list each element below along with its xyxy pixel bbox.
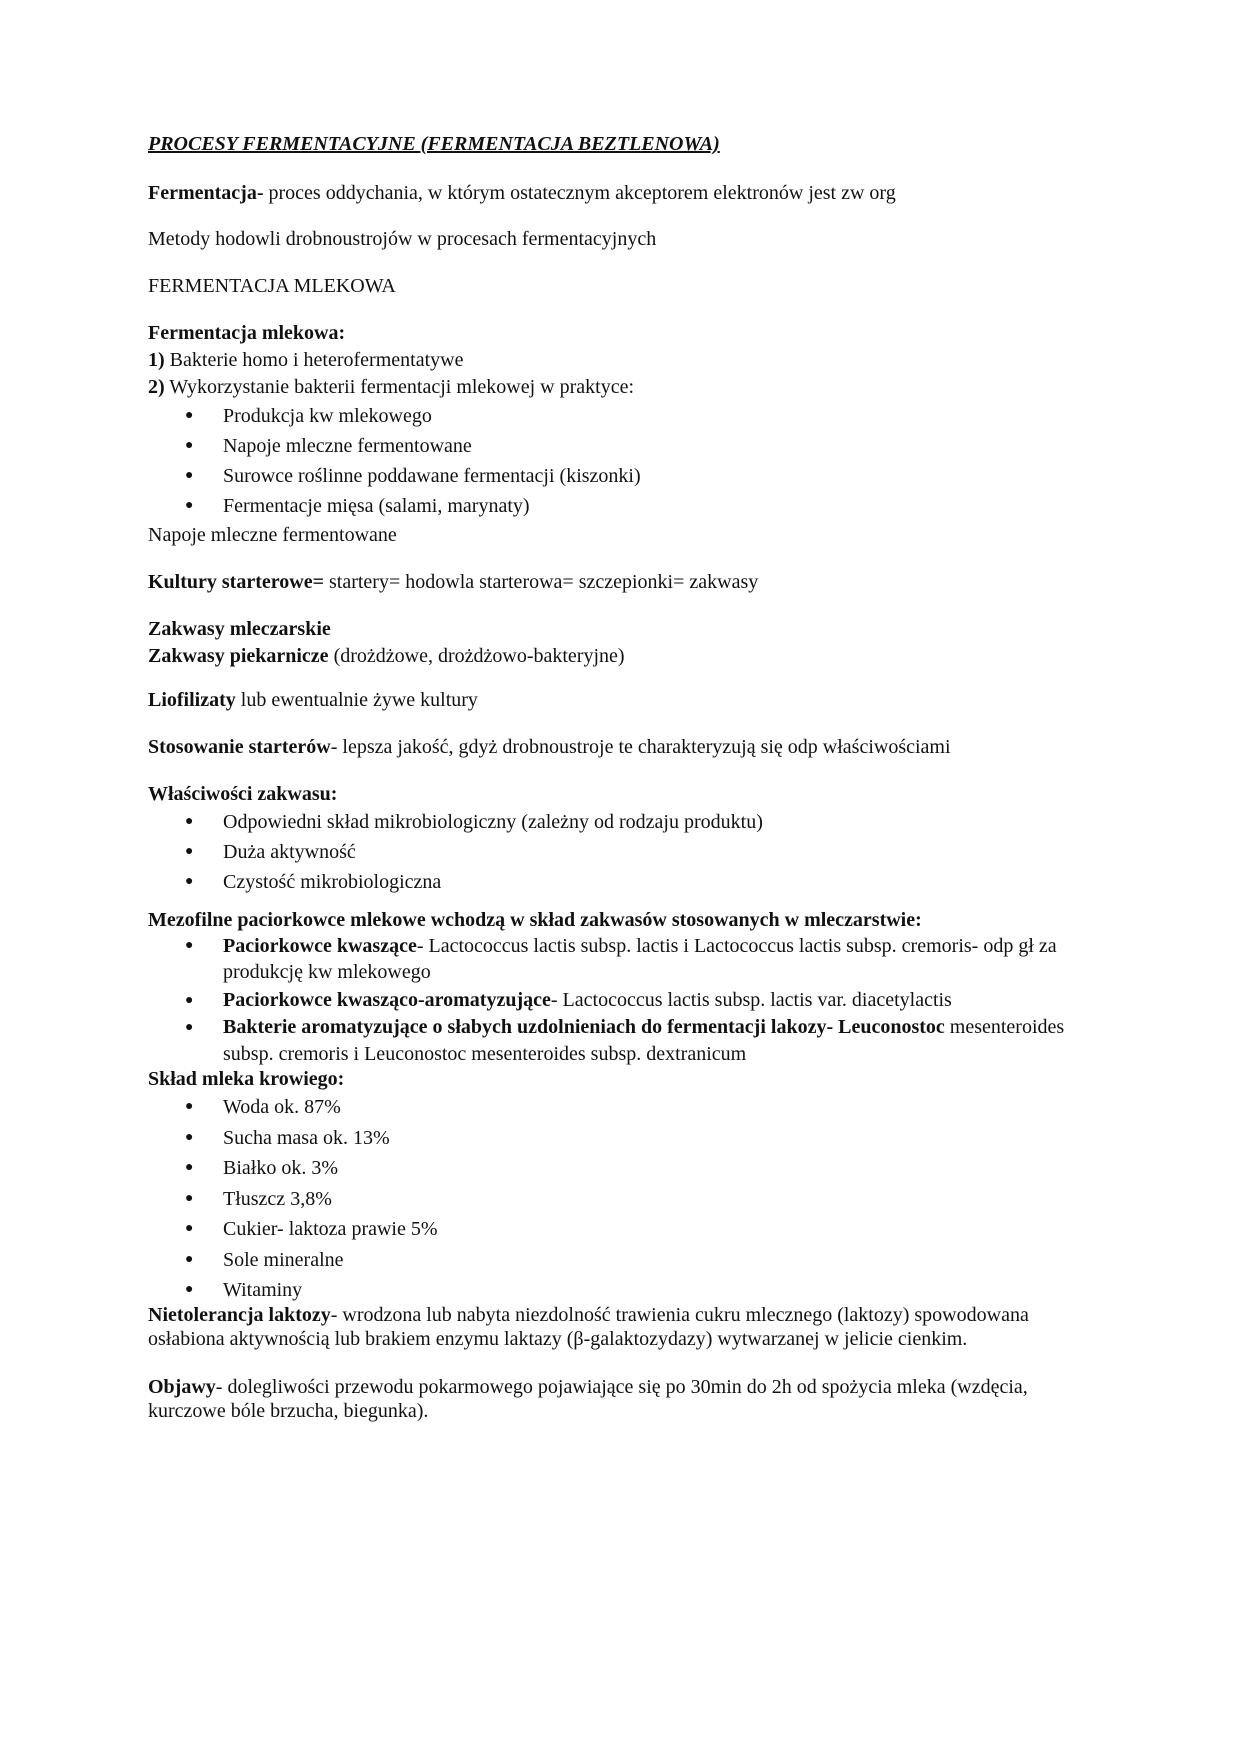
sklad-list bbox=[148, 1092, 1098, 1306]
term-liofilizaty: Liofilizaty bbox=[148, 689, 236, 711]
bullet-text: mesenteroides subsp. cremoris i Leuconostoc mesenteroides subsp. dextranicum bbox=[223, 1016, 1065, 1065]
list-item: ● Woda ok. 87% bbox=[148, 1092, 1098, 1123]
sklad-section bbox=[148, 1066, 1098, 1306]
list-item bbox=[148, 987, 1098, 1014]
list-item: ● Duża aktywność bbox=[148, 837, 1098, 867]
term-piekarnicze: Zakwasy piekarnicze bbox=[148, 645, 329, 667]
item-number: 1) bbox=[148, 349, 165, 371]
nietolerancja-paragraph bbox=[148, 1303, 1088, 1351]
wlasciwosci-section bbox=[148, 781, 1098, 897]
liofilizaty-paragraph bbox=[148, 687, 1098, 713]
list-item: ● Produkcja kw mlekowego bbox=[148, 401, 1098, 431]
stosowanie-text: - lepsza jakość, gdyż drobnoustroje te charakteryzują się odp właściwościami bbox=[330, 736, 951, 758]
bullet-text: - Lactococcus lactis subsp. lactis var. diacetylactis bbox=[550, 989, 952, 1011]
section-heading-mlekowa: FERMENTACJA MLEKOWA bbox=[148, 275, 396, 297]
napoje-paragraph: Napoje mleczne fermentowane bbox=[148, 524, 397, 546]
piekarnicze-text: (drożdżowe, drożdżowo-bakteryjne) bbox=[328, 645, 625, 667]
objawy-paragraph bbox=[148, 1375, 1088, 1423]
list-item: ● Napoje mleczne fermentowane bbox=[148, 431, 1098, 461]
fermentacja-text: proces oddychania, w którym ostatecznym akceptorem elektronów jest zw org bbox=[263, 182, 896, 204]
term-nietolerancja: Nietolerancja laktozy bbox=[148, 1304, 331, 1326]
list-item: ● Białko ok. 3% bbox=[148, 1153, 1098, 1184]
objawy-text: - dolegliwości przewodu pokarmowego pojawiające się po 30min do 2h od spożycia mleka (wzdęcia, kurczowe bóle brzucha, biegunka). bbox=[148, 1376, 1028, 1422]
term-objawy: Objawy bbox=[148, 1376, 216, 1398]
wlasciwosci-heading: Właściwości zakwasu: bbox=[148, 783, 338, 805]
bullet-text: - Lactococcus lactis subsp. lactis i Lactococcus lactis subsp. cremoris- odp gł za produkcję kw mlekowego bbox=[223, 935, 1057, 983]
kultury-text: startery= hodowla starterowa= szczepionki= zakwasy bbox=[324, 571, 759, 593]
fermentacja-definition bbox=[148, 180, 1098, 206]
term-stosowanie: Stosowanie starterów bbox=[148, 736, 331, 758]
bullet-term: Paciorkowce kwaszące bbox=[223, 935, 417, 957]
sklad-heading: Skład mleka krowiego: bbox=[148, 1068, 345, 1090]
mlekowa-item-1 bbox=[148, 347, 1098, 374]
term-kultury: Kultury starterowe= bbox=[148, 571, 324, 593]
mezofilne-list bbox=[148, 933, 1098, 1068]
nietolerancja-text: - wrodzona lub nabyta niezdolność trawienia cukru mlecznego (laktozy) spowodowana osłabiona aktywnością lub brakiem enzymu laktazy (β-galaktozydazy) wytwarzanej w jelicie cienkim. bbox=[148, 1304, 1029, 1350]
liofilizaty-text: lub ewentualnie żywe kultury bbox=[235, 689, 478, 711]
zakwasy-mleczarskie: Zakwasy mleczarskie bbox=[148, 618, 331, 640]
document-title: PROCESY FERMENTACYJNE (FERMENTACJA BEZTLENOWA) bbox=[148, 133, 720, 155]
wlasciwosci-list bbox=[148, 807, 1098, 897]
list-item bbox=[148, 1014, 1098, 1068]
stosowanie-paragraph bbox=[148, 734, 1098, 760]
list-item: ● Odpowiedni skład mikrobiologiczny (zależny od rodzaju produktu) bbox=[148, 807, 1098, 837]
list-item: ● Tłuszcz 3,8% bbox=[148, 1184, 1098, 1215]
item-text: Bakterie homo i heterofermentatywe bbox=[164, 349, 464, 371]
list-item bbox=[148, 933, 1098, 985]
zakwasy-paragraph bbox=[148, 616, 1098, 670]
uses-list bbox=[148, 401, 1098, 521]
mlekowa-item-2 bbox=[148, 374, 1098, 401]
item-text: Wykorzystanie bakterii fermentacji mlekowej w praktyce: bbox=[164, 376, 635, 398]
list-item: ● Sole mineralne bbox=[148, 1245, 1098, 1276]
term-fermentacja: Fermentacja- bbox=[148, 182, 264, 204]
list-item: ● Sucha masa ok. 13% bbox=[148, 1123, 1098, 1154]
bullet-term: Bakterie aromatyzujące o słabych uzdolnieniach do fermentacji lakozy- Leuconostoc bbox=[223, 1016, 945, 1038]
list-item: ● Cukier- laktoza prawie 5% bbox=[148, 1214, 1098, 1245]
list-item: ● Surowce roślinne poddawane fermentacji (kiszonki) bbox=[148, 461, 1098, 491]
mlekowa-heading: Fermentacja mlekowa: bbox=[148, 322, 346, 344]
mlekowa-section bbox=[148, 320, 1098, 521]
bullet-term: Paciorkowce kwasząco-aromatyzujące bbox=[223, 989, 551, 1011]
metody-paragraph: Metody hodowli drobnoustrojów w procesach fermentacyjnych bbox=[148, 228, 657, 250]
mezofilne-heading: Mezofilne paciorkowce mlekowe wchodzą w skład zakwasów stosowanych w mleczarstwie: bbox=[148, 909, 922, 931]
list-item: ● Fermentacje mięsa (salami, marynaty) bbox=[148, 491, 1098, 521]
kultury-paragraph bbox=[148, 569, 1098, 595]
mezofilne-section bbox=[148, 907, 1098, 1068]
zakwasy-piekarnicze bbox=[148, 643, 1098, 670]
list-item: ● Witaminy bbox=[148, 1275, 1098, 1306]
list-item: ● Czystość mikrobiologiczna bbox=[148, 867, 1098, 897]
item-number: 2) bbox=[148, 376, 165, 398]
